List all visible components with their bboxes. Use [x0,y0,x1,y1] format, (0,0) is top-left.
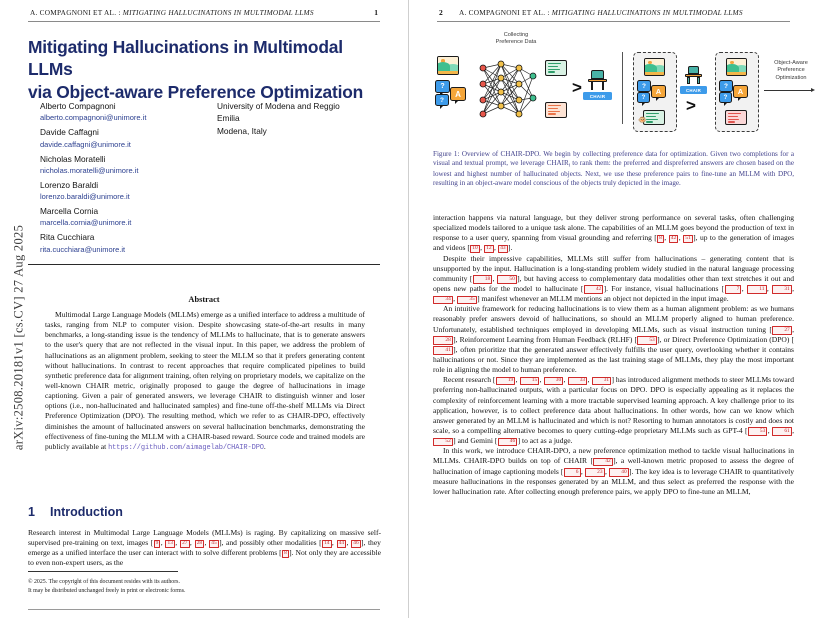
body-text: Recent research [ [443,375,496,385]
running-header-right [459,8,743,17]
citation[interactable]: 41 [433,346,453,355]
page-right [409,0,818,618]
question-bubble-icon: ? [637,80,651,92]
author-name: Nicholas Moratelli [40,153,106,164]
citation[interactable]: 31 [772,285,792,294]
citation[interactable]: 61 [772,427,792,436]
citation[interactable]: 46 [498,438,518,447]
intro-text: ]. Not only they are accessible to even non-expert users, as the [28,548,381,568]
chair-label-tag: CHAIR [583,92,612,100]
citation[interactable]: 8 [657,235,664,244]
answer-bubble-icon: A [450,87,466,101]
citation[interactable]: 50 [497,275,517,284]
figure-1-diagram [433,30,808,142]
body-text-right [433,213,794,497]
footnote-line: © 2025. The copyright of this document resides with its authors. [28,579,180,586]
question-bubble-icon: ? [637,92,650,103]
author-email[interactable]: lorenzo.baraldi@unimore.it [40,192,130,202]
citation[interactable]: 27 [180,540,190,549]
citation[interactable]: 11 [747,285,766,294]
affiliation-line: University of Modena and Reggio [217,101,340,111]
citation[interactable]: 42 [593,458,613,467]
body-text: ], but having access to complementary data modalities other than text stretches it out and opens new paths for the model to hallucinate [ [433,273,794,293]
abstract-text-end: . [263,441,266,451]
body-text: ], or Direct Preference Optimization (DPO) [ [657,334,794,344]
body-text: ], a well-known metric proposed to assess the degree of hallucination of image captioning models [ [433,456,794,476]
author-name: Lorenzo Baraldi [40,179,99,190]
question-bubble-icon: ? [435,94,449,106]
citation[interactable]: 46 [351,540,361,549]
body-text: ]. For instance, visual hallucinations [ [603,283,725,293]
citation[interactable]: 53 [748,427,768,436]
page-bottom-rule-left [28,609,380,610]
intro-text: ], and possibly other modalities [ [219,538,322,548]
page-number-left: 1 [374,8,378,17]
citation[interactable]: 31 [592,377,612,386]
citation[interactable]: 45 [209,540,219,549]
author-name: Rita Cucchiara [40,232,95,243]
title-line-2: via Object-aware Preference Optimization [28,81,364,102]
image-thumbnail-icon [437,56,459,75]
citation[interactable]: 15 [520,377,540,386]
citation[interactable]: 28 [433,336,453,345]
citation[interactable]: 34 [433,296,453,305]
affiliation-line: Emilia [217,113,240,124]
label-line: Optimization [775,74,807,81]
greater-than-symbol: > [572,78,582,97]
paragraph: Recent research [ 19 , 15 , 30 , 33 , 31 ] has introduced alignment methods to steer MLLMs toward preferring non-hallucinated outputs, with a particular focus on DPO. DPO is especially appealing as it replaces the complexity of reinforcement learning with a more tractable supervised learning approach. A key challenge prior to its application, however, is to collect preference data about hallucinations. In other words, how can we know which answer generated by an MLLM is hallucinated and which is not? Resorting to human annotators is costly and does not scale, so a compelling alternative becomes to query cutting-edge proprietary MLLMs such as GPT-4 [ 53 , 61 , 52 ] and Gemini [ 46 ] to act as a judge. [433,375,794,446]
question-bubble-icon: ? [719,92,732,103]
author-email[interactable]: nicholas.moratelli@unimore.it [40,165,139,175]
body-text: interaction happens via natural language, but they deliver strong performance on several tasks, often challenging specialized models tailored to a unique task alone. The capabilities of an MLLM goes beyond the production of text in response to a user query, spanning from visual grounding and referring [ [433,213,794,243]
citation[interactable]: 18 [473,275,493,284]
body-text: ] manifest whenever an MLLM mentions an object not depicted in the input image. [477,294,729,304]
abstract-body [45,310,365,453]
figure-label-collecting [477,32,555,47]
running-header-etal: ET AL. : [93,8,121,17]
author-email[interactable]: marcella.cornia@unimore.it [40,218,132,228]
citation[interactable]: 44 [337,540,347,549]
body-text: ], Reinforcement Learning from Human Feedback (RLHF) [ [453,334,637,344]
citation[interactable]: 9 [154,540,161,549]
label-line: Collecting [503,32,529,38]
citation[interactable]: 52 [433,438,453,447]
citation[interactable]: 6 [564,468,581,477]
author-name: Alberto Compagnoni [40,101,116,111]
figure-1-caption [433,150,794,189]
running-header-title: MITIGATING HALLUCINATIONS IN MULTIMODAL LLMS [551,8,743,17]
label-line: Preference [777,67,805,74]
author-email[interactable]: alberto.compagnoni@unimore.it [40,113,147,123]
citation[interactable]: 28 [195,540,205,549]
dispreferred-answer-icon [545,102,567,118]
running-header-author: A. COMPAGNONI [459,8,520,17]
author-name: Davide Caffagni [40,127,99,138]
body-text: ] has introduced alignment methods to steer MLLMs toward preferring non-hallucinated outputs, with a particular focus on DPO. DPO is especially appealing as it replaces the complexity of reinforcement learning with a more tractable supervised learning approach. A key challenge prior to its application, however, is to collect preference data about hallucinations. In other words, how can we know which answer generated by an MLLM is hallucinated and which is not? Resorting to human annotators is costly and does not scale, so a compelling alternative becomes to query cutting-edge proprietary MLLMs such as GPT-4 [ [433,375,794,435]
dispreferred-answer-icon [725,110,747,125]
citation[interactable]: 8 [282,550,289,559]
author-list [40,100,210,258]
hallucination-marker-icon: 🐵 [638,116,647,124]
citation[interactable]: 33 [568,377,588,386]
question-bubble-icon: ? [435,80,450,93]
paragraph: interaction happens via natural language, but they deliver strong performance on several tasks, often challenging specialized models tailored to a unique task alone. The capabilities of an MLLM goes beyond the production of text in response to a user query, spanning from visual grounding and referring [ 8 , 42 , 51 ], up to the generation of images and videos [ 10 , 12 , 43 ]. [433,213,795,253]
citation[interactable]: 43 [498,245,508,254]
chair-label-tag: CHAIR [680,86,707,94]
section-divider [622,52,623,124]
header-rule-left [28,21,380,22]
footnote-rule [28,571,178,572]
caption-subscript: i [568,162,571,169]
citation[interactable]: 19 [496,377,516,386]
citation[interactable]: 42 [669,235,679,244]
citation[interactable]: 12 [484,245,494,254]
citation[interactable]: 51 [683,235,693,244]
arxiv-stamp: arXiv:2508.20181v1 [cs.CV] 27 Aug 2025 [11,224,26,451]
page-title [28,36,384,103]
image-thumbnail-icon [726,58,747,76]
section-number: 1 [28,505,35,519]
author-email[interactable]: davide.caffagni@unimore.it [40,139,131,149]
running-header-title: MITIGATING HALLUCINATIONS IN MULTIMODAL LLMS [122,8,314,17]
answer-bubble-icon: A [651,85,666,98]
abstract-heading: Abstract [188,295,220,304]
section-heading-introduction [28,505,123,519]
body-text: An intuitive framework for reducing hallucinations is to view them as a human alignment problem: as we humans reasonably prefer answers devoid of hallucinations, so should an MLLM properly aligned to human preference. Unfortunately, established techniques employed in developing MLLMs, such as visual instruction tuning [ [433,304,794,334]
introduction-paragraph: Research interest in Multimodal Large Language Models (MLLMs) is raging. By capitalizing on massive self-supervised pre-training on text, images [ 9 , 13 , 27 , 28 , 45 ], and possibly other modalities [ 14 , 44 , 46 ], they emerge as a unified interface the user can interact with to solve different problems [ 8 ]. Not only they are accessible to even non-expert users, as the [28,528,381,568]
preferred-answer-icon [545,60,567,76]
process-arrow [764,90,812,91]
caption-text: Figure 1: Overview of CHAIR-DPO. We begin by collecting preference data for optimization. Given two completions for a visual and textual prompt, we leverage CHAIR [433,150,794,168]
abstract-text: Multimodal Large Language Models (MLLMs) emerge as a unified interface to address a multitude of tasks, ranging from NLP to computer vision. Despite showcasing state-of-the-art results in many benchmarks, a long-standing issue is the tendency of MLLMs to hallucinate, that is to generate answers to the user's query that are not reflected in the visual input. In this paper, we address the problem of hallucinations as an alignment problem, seeking to steer the MLLM so that it prefers generating content without hallucinations. In contrast to recent approaches that require complicated pipelines to build synthetic preference data for alignment training, often relying on proprietary models, we capitalize on the well-known CHAIR metric, originally proposed to gauge the degree of hallucinations in image captioning. Given a pair of generated answers, we leverage CHAIR to distinguish winner and loser options (i.e., non-hallucinated and hallucinated samples) and fine-tune off-the-shelf MLLMs via Direct Preference Optimization (DPO). The resulting method, which we refer to as CHAIR-DPO, effectively diminishes the amount of hallucinated answers on several hallucination benchmarks, demonstrating the effectiveness of fine-tuning the MLLM with a CHAIR-based reward. Source code and trained models are publicly available at [45,310,365,451]
label-line: Preference Data [495,39,537,46]
citation[interactable]: 10 [470,245,480,254]
paragraph: Despite their impressive capabilities, MLLMs still suffer from hallucinations – generating content that is unsupported by the input. Hallucination is a long-standing problem widely studied in the natural language processing community [ 18 , 50 ], but having access to complementary data modalities other than text stretches it out and opens new paths for the model to hallucinate [ 42 ]. For instance, visual hallucinations [ 7 , 11 , 31 , 34 , 35 ] manifest whenever an MLLM mentions an object not depicted in the input image. [433,253,795,304]
author-divider [28,264,380,265]
citation[interactable]: 27 [772,326,792,335]
running-header-author: A. COMPAGNONI [30,8,91,17]
affiliation-block [217,100,377,137]
body-text: ] and Gemini [ [453,436,498,446]
page-number-right: 2 [439,8,443,17]
body-text: ], often prioritize that the generated answer effectively fulfills the user query, overlooking whether it contains hallucinations or not. Since they are implemented as the last training stage of MLLMs, they play the most important role in aligning the model to human preference. [433,344,794,375]
citation[interactable]: 53 [637,336,657,345]
question-bubble-icon: ? [719,80,733,92]
section-title: Introduction [50,505,123,519]
body-text: ]. The key idea is to leverage CHAIR to quantitatively measure hallucinations in the responses generated by an MLLM, and thus select as preferred the response with the lower hallucination rate. After collecting enough preference pairs, we apply DPO to fine-tune an MLLM, [433,466,794,496]
body-text: ] to act as a judge. [517,436,573,446]
citation[interactable]: 7 [725,285,742,294]
paragraph: In this work, we introduce CHAIR-DPO, a new preference optimization method to tackle visual hallucinations in MLLMs. CHAIR-DPO builds on top of CHAIR [ 42 ], a well-known metric proposed to assess the degree of hallucination of image captioning models [ 6 , 23 , 40 ]. The key idea is to leverage CHAIR to quantitatively measure hallucinations in the responses generated by an MLLM, and thus select as preferred the response with the lower hallucination rate. After collecting enough preference pairs, we apply DPO to fine-tune an MLLM, [433,446,794,496]
citation[interactable]: 35 [457,296,477,305]
github-url[interactable]: https://github.com/aimagelab/CHAIR-DPO [108,443,264,452]
body-text: ]. [507,243,513,253]
body-text: ], up to the generation of images and videos [ [433,233,795,253]
intro-text: ], they emerge as a unified interface the user can interact with to solve different problems [ [28,538,381,558]
process-arrow-head [811,88,815,92]
greater-than-symbol: > [686,96,696,115]
neural-network-icon [477,58,537,120]
citation[interactable]: 14 [322,540,332,549]
figure-label-optimization [764,60,818,82]
body-text: In this work, we introduce CHAIR-DPO, a new preference optimization method to tackle visual hallucinations in MLLMs. CHAIR-DPO builds on top of CHAIR [ [433,446,794,466]
running-header-etal: ET AL. : [522,8,550,17]
citation[interactable]: 13 [165,540,175,549]
citation[interactable]: 30 [544,377,564,386]
author-email[interactable]: rita.cucchiara@unimore.it [40,244,126,254]
answer-bubble-icon: A [733,85,748,98]
copyright-footnote [28,578,378,596]
author-name: Marcella Cornia [40,206,99,216]
intro-text: Research interest in Multimodal Large Language Models (MLLMs) is raging. By capitalizing on massive self-supervised pre-training on text, images [ [28,528,381,548]
image-thumbnail-icon [644,58,665,76]
chair-metric-icon [685,66,702,84]
running-header-left [30,8,314,17]
body-text: Despite their impressive capabilities, MLLMs still suffer from hallucinations – generating content that is unsupported by the input. Hallucination is a long-standing problem widely studied in the natural language processing community [ [433,253,794,283]
citation[interactable]: 42 [584,285,604,294]
header-rule-right [437,21,790,22]
citation[interactable]: 23 [585,468,605,477]
title-line-1: Mitigating Hallucinations in Multimodal LLMs [28,37,343,80]
affiliation-line: Modena, Italy [217,125,267,136]
footnote-line: It may be distributed unchanged freely in print or electronic forms. [28,588,186,595]
citation[interactable]: 40 [609,468,629,477]
paragraph: An intuitive framework for reducing hallucinations is to view them as a human alignment problem: as we humans reasonably prefer answers devoid of hallucinations, so should an MLLM properly aligned to human preference. Unfortunately, established techniques employed in developing MLLMs, such as visual instruction tuning [ 27 , 28 ], Reinforcement Learning from Human Feedback (RLHF) [ 53 ], or Direct Preference Optimization (DPO) [41 ], often prioritize that the generated answer effectively fulfills the user query, overlooking whether it contains hallucinations or not. Since they are implemented as the last training stage of MLLMs, they play the most important role in aligning the model to human preference. [433,304,794,375]
chair-metric-icon [588,70,607,90]
caption-text: to rank them: the preferred and dispreferred answers are chosen based on the lowest and highest number of hallucinated objects. Next, we use these preference pairs to fine-tune an MLLM with DPO, resulting in an object-aware model conscious of the objects truly depicted in the image. [433,159,794,188]
label-line: Object-Aware [774,60,808,66]
